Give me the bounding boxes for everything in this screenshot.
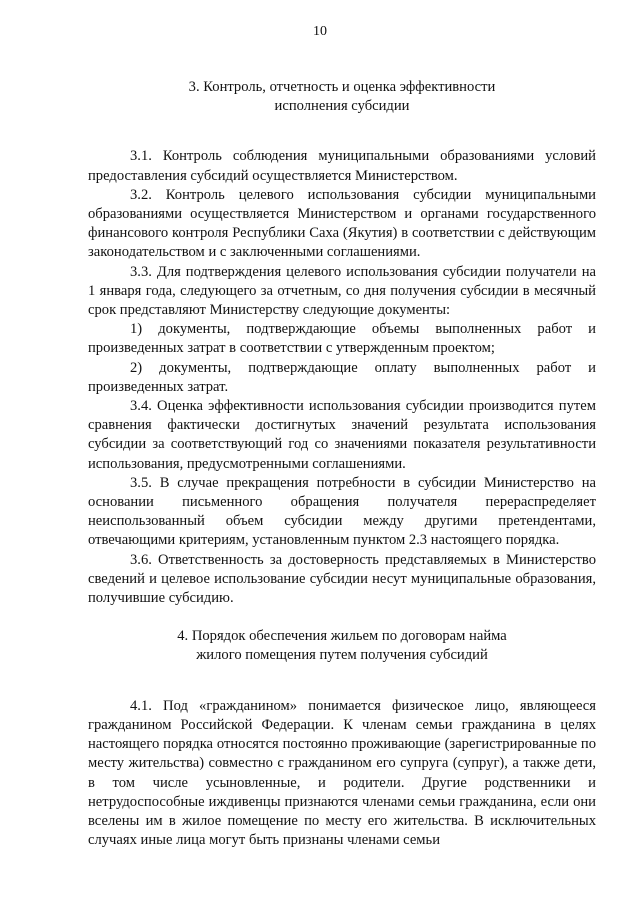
section-3-heading-line-1: 3. Контроль, отчетность и оценка эффективности: [188, 79, 496, 95]
paragraph-3-3: 3.3. Для подтверждения целевого использования субсидии получатели на 1 января года, следующего за отчетным, со дня получения субсидии в месячный срок представляют Министерству следующие документы:: [88, 263, 596, 319]
paragraph-3-4: 3.4. Оценка эффективности использования субсидии производится путем сравнения фактически достигнутых значений результата использования субсидии за соответствующий год со значениями показателя результативности использования, предусмотренными соглашениями.: [88, 398, 596, 472]
section-3-heading-line-2: исполнения субсидии: [274, 98, 410, 115]
paragraph-3-5: 3.5. В случае прекращения потребности в субсидии Министерство на основании письменного обращения получателя перераспределяет неиспользованный объем субсидии между другими претендентами, отвечающими критериям, установленным пунктом 2.3 настоящего порядка.: [88, 474, 596, 549]
section-4-heading-line-2: жилого помещения путем получения субсидий: [196, 647, 488, 664]
paragraph-4-1: 4.1. Под «гражданином» понимается физическое лицо, являющееся гражданином Российской Федерации. К членам семьи гражданина в целях настоящего порядка относятся постоянно проживающие (зарегистрированные по месту жительства) совместно с гражданином его супруга (супруг), а также дети, в том числе усыновленные, и родители. Другие родственники и нетрудоспособные иждивенцы признаются членами семьи гражданина, если они вселены им в жилое помещение по месту его жительства. В исключительных случаях иные лица могут быть признаны членами семьи: [88, 697, 596, 849]
page-number: 10: [313, 24, 327, 39]
paragraph-3-3-item-2: 2) документы, подтверждающие оплату выполненных работ и произведенных затрат.: [88, 359, 596, 395]
paragraph-3-1: 3.1. Контроль соблюдения муниципальными образованиями условий предоставления субсидий осуществляется Министерством.: [88, 148, 596, 184]
paragraph-3-6: 3.6. Ответственность за достоверность представляемых в Министерство сведений и целевое использование субсидии несут муниципальные образования, получившие субсидию.: [88, 551, 596, 607]
section-4-heading-line-1: 4. Порядок обеспечения жильем по договорам найма: [177, 628, 507, 645]
paragraph-3-2: 3.2. Контроль целевого использования субсидии муниципальными образованиями осуществляется Министерством и органами государственного финансового контроля Республики Саха (Якутия) в соответствии с действующим законодательством и с заключенными соглашениями.: [88, 186, 596, 261]
section-4-heading: [88, 627, 596, 665]
section-3-heading: [88, 78, 596, 116]
document-body: [88, 78, 596, 850]
paragraph-3-3-item-1: 1) документы, подтверждающие объемы выполненных работ и произведенных затрат в соответствии с утвержденным проектом;: [88, 321, 596, 357]
